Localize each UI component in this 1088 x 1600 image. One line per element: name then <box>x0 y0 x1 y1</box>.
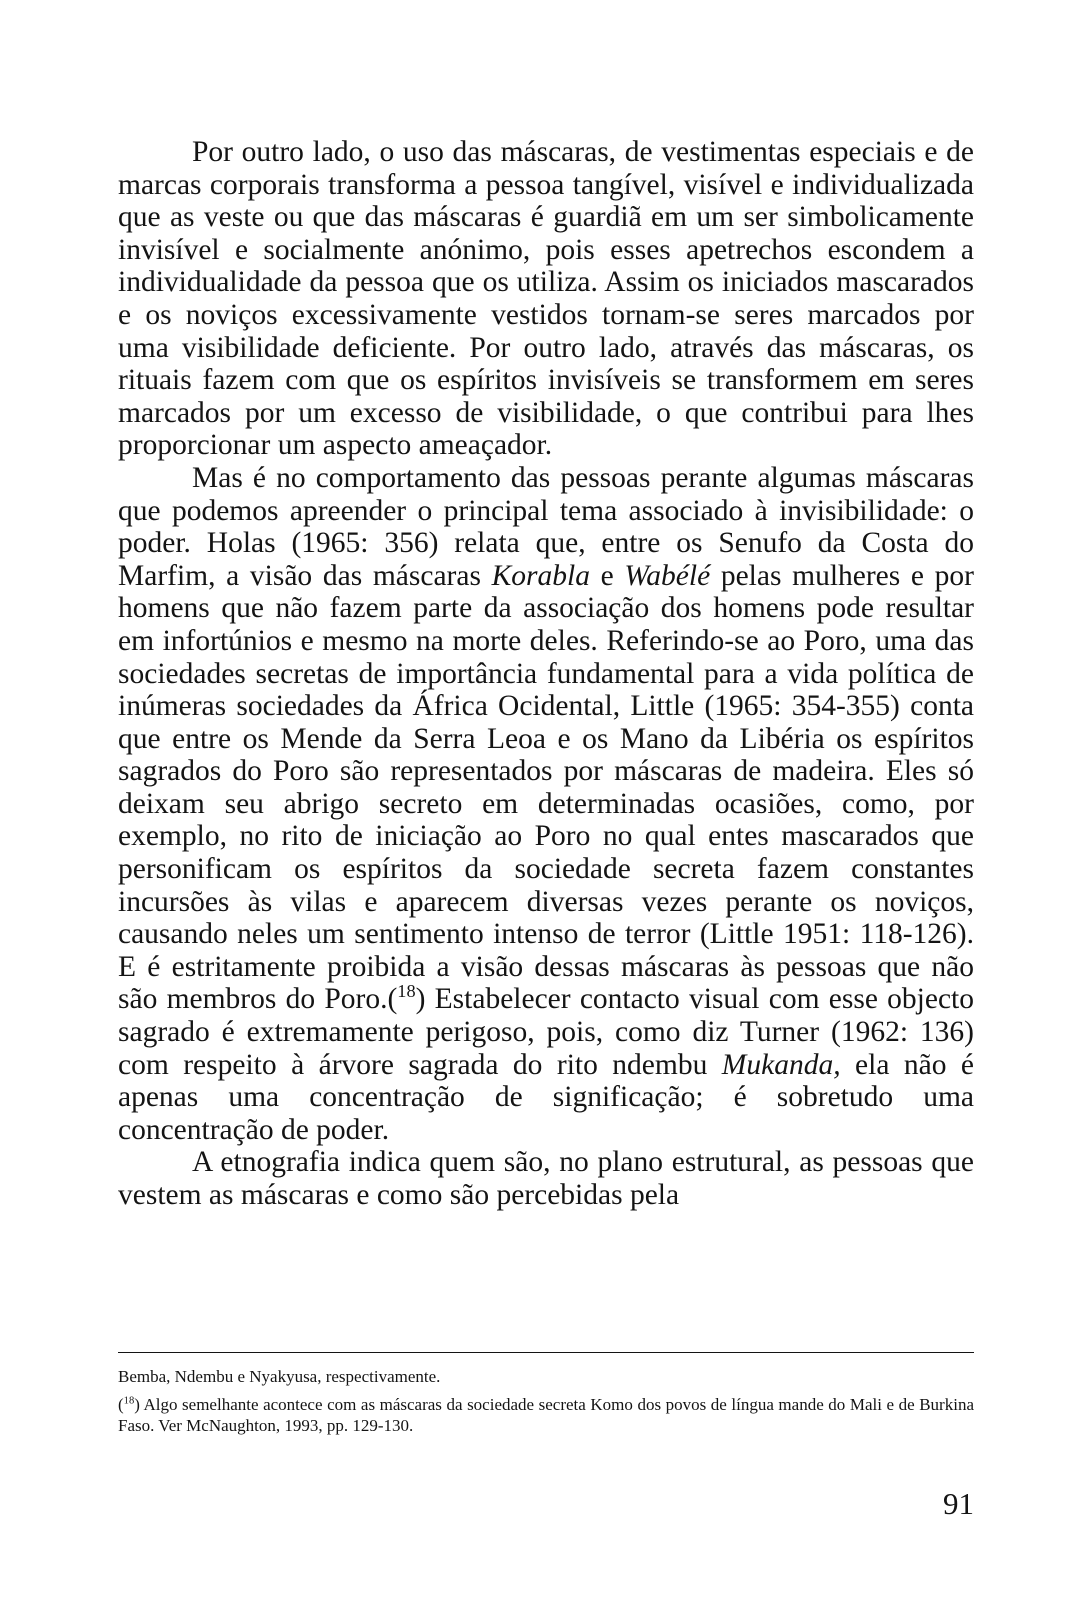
footnote-divider <box>118 1352 974 1353</box>
footnote-number: 18 <box>123 1394 135 1406</box>
paragraph-ethnography: A etnografia indica quem são, no plano estrutural, as pessoas que vestem as máscaras e como são percebidas pela <box>118 1146 974 1211</box>
main-text <box>118 136 974 1212</box>
paragraph-power <box>118 462 974 1146</box>
footnote-18 <box>118 1394 974 1437</box>
text-run: Mas é no comportamento das pessoas perante algumas máscaras que podemos apreender o principal tema associado à invisibilidade: o poder. Holas (1965: 356) relata que, entre os Senufo da Costa do Marfim, a visão das máscaras <box>118 461 974 592</box>
text-run: ela não é apenas uma concentração de significação; é sobretudo uma concentração de poder. <box>118 1048 974 1146</box>
text-run: pelas mulheres e por homens que não fazem parte da associação dos homens pode resultar em infortúnios e mesmo na morte deles. Referindo-se ao Poro, uma das sociedades secretas de importância fundamental para a vida política de inúmeras sociedades da África Ocidental, Little (1965: 354-355) conta que entre os Mende da Serra Leoa e os Mano da Libéria os espíritos sagrados do Poro são representados por máscaras de madeira. Eles só deixam seu abrigo secreto em determinadas ocasiões, como, por exemplo, no rito de iniciação ao Poro no qual entes mascarados que personificam os espíritos da sociedade secreta fazem constantes incursões às vilas e aparecem diversas vezes perante os noviços, causando neles um sentimento intenso de terror (Little 1951: 118-126). E é estritamente proibida a visão dessas máscaras às pessoas que não são membros do Poro.( <box>118 559 975 1016</box>
footnote-text: Algo semelhante acontece com as máscaras da sociedade secreta Komo dos povos de língua mande do Mali e de Burkina Faso. Ver McNaughton, 1993, pp. 129-130. <box>118 1394 974 1435</box>
footnote-paren-close: ) <box>134 1394 140 1414</box>
footnotes <box>118 1366 974 1437</box>
page-number: 91 <box>943 1486 974 1521</box>
term-wabele: Wabélé <box>624 559 711 592</box>
text-run: ) Estabelecer contacto visual com esse objecto sagrado é extremamente perigoso, pois, como diz Turner (1962: 136) com respeito à árvore sagrada do rito ndembu <box>118 983 974 1081</box>
term-korabla: Korabla <box>491 559 590 592</box>
term-mukanda: Mukanda, <box>721 1048 841 1081</box>
text-run: e <box>589 559 625 592</box>
footnote-ref-18: 18 <box>397 981 416 1002</box>
paragraph-masks-invisibility: Por outro lado, o uso das máscaras, de vestimentas especiais e de marcas corporais transforma a pessoa tangível, visível e individualizada que as veste ou que das máscaras é guardiã em um ser simbolicamente invisível e socialmente anónimo, pois esses apetrechos escondem a individualidade da pessoa que os utiliza. Assim os iniciados mascarados e os noviços excessivamente vestidos tornam-se seres marcados por uma visibilidade deficiente. Por outro lado, através das máscaras, os rituais fazem com que os espíritos invisíveis se transformem em seres marcados por um excesso de visibilidade, o que contribui para lhes proporcionar um aspecto ameaçador. <box>118 136 974 462</box>
footnote-paren-open: ( <box>118 1394 124 1414</box>
footnote-continuation: Bemba, Ndembu e Nyakyusa, respectivamente. <box>118 1367 441 1386</box>
